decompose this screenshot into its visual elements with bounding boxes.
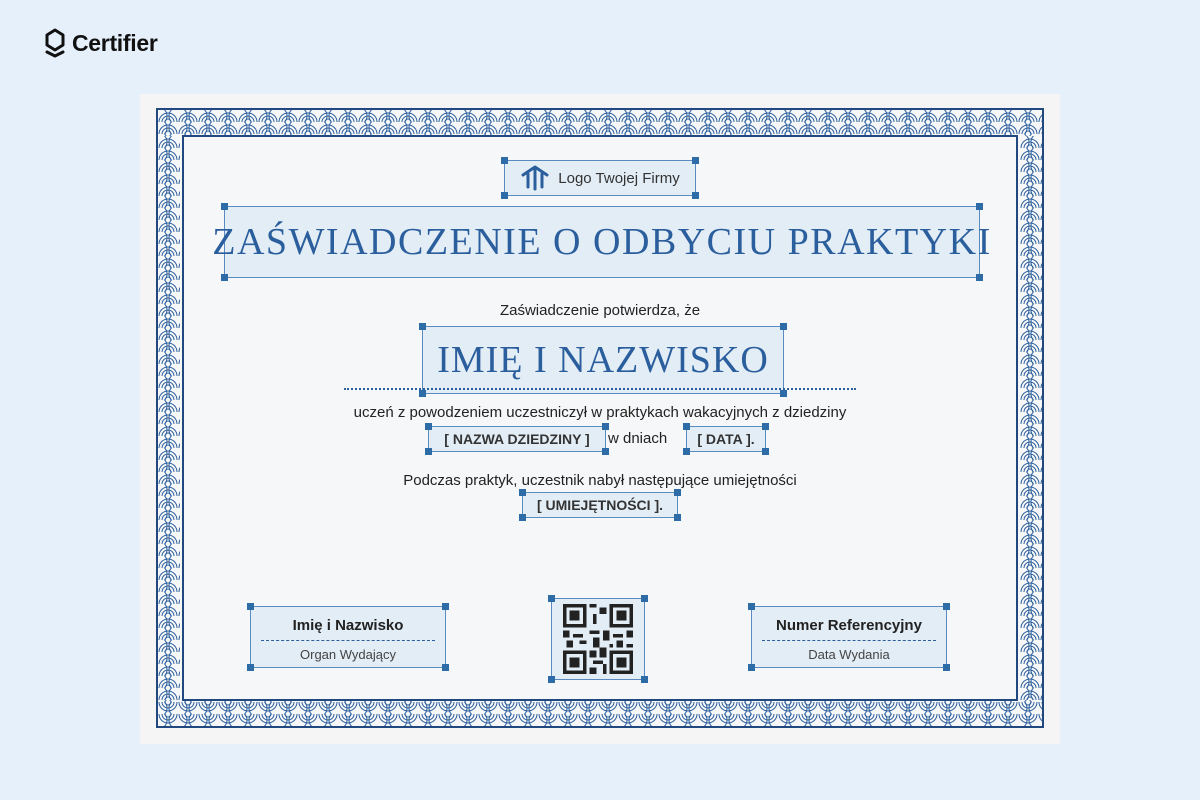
company-logo-placeholder[interactable] <box>504 160 696 196</box>
certificate-title-box[interactable] <box>212 206 992 278</box>
body-text: uczeń z powodzeniem uczestniczył w praktykach wakacyjnych z dziedziny <box>353 404 847 421</box>
issue-date-label: Data Wydania <box>808 647 890 662</box>
skills-intro-text: Podczas praktyk, uczestnik nabył następujące umiejętności <box>403 472 797 489</box>
field-placeholder-box[interactable] <box>428 426 606 452</box>
in-days-text: w dniach <box>608 430 668 447</box>
certifier-brand[interactable] <box>44 28 158 58</box>
reference-label: Numer Referencyjny <box>776 617 922 634</box>
signature-block[interactable] <box>250 606 446 668</box>
reference-line <box>762 640 936 641</box>
date-placeholder-box[interactable] <box>686 426 766 452</box>
signature-role: Organ Wydający <box>300 647 396 662</box>
brand-name: Certifier <box>72 29 158 56</box>
company-logo-icon <box>520 165 550 191</box>
qr-code-icon <box>563 604 633 674</box>
field-placeholder: [ NAZWA DZIEDZINY ] <box>444 431 590 447</box>
date-placeholder: [ DATA ]. <box>697 431 755 447</box>
border-pattern-bottom <box>158 700 1042 726</box>
border-pattern-top <box>158 110 1042 136</box>
signature-name: Imię i Nazwisko <box>292 617 404 634</box>
reference-block[interactable] <box>751 606 947 668</box>
recipient-name-box[interactable] <box>422 326 784 394</box>
intro-text: Zaświadczenie potwierdza, że <box>499 302 701 319</box>
skills-placeholder: [ UMIEJĘTNOŚCI ]. <box>536 497 663 513</box>
signature-line <box>261 640 435 641</box>
skills-placeholder-box[interactable] <box>522 492 678 518</box>
certificate-title: ZAŚWIADCZENIE O ODBYCIU PRAKTYKI <box>212 221 992 263</box>
name-underline <box>344 388 856 390</box>
certifier-logo-icon <box>44 28 66 58</box>
qr-code-box[interactable] <box>551 598 645 680</box>
recipient-name: IMIĘ I NAZWISKO <box>437 339 769 381</box>
logo-text: Logo Twojej Firmy <box>558 169 680 187</box>
